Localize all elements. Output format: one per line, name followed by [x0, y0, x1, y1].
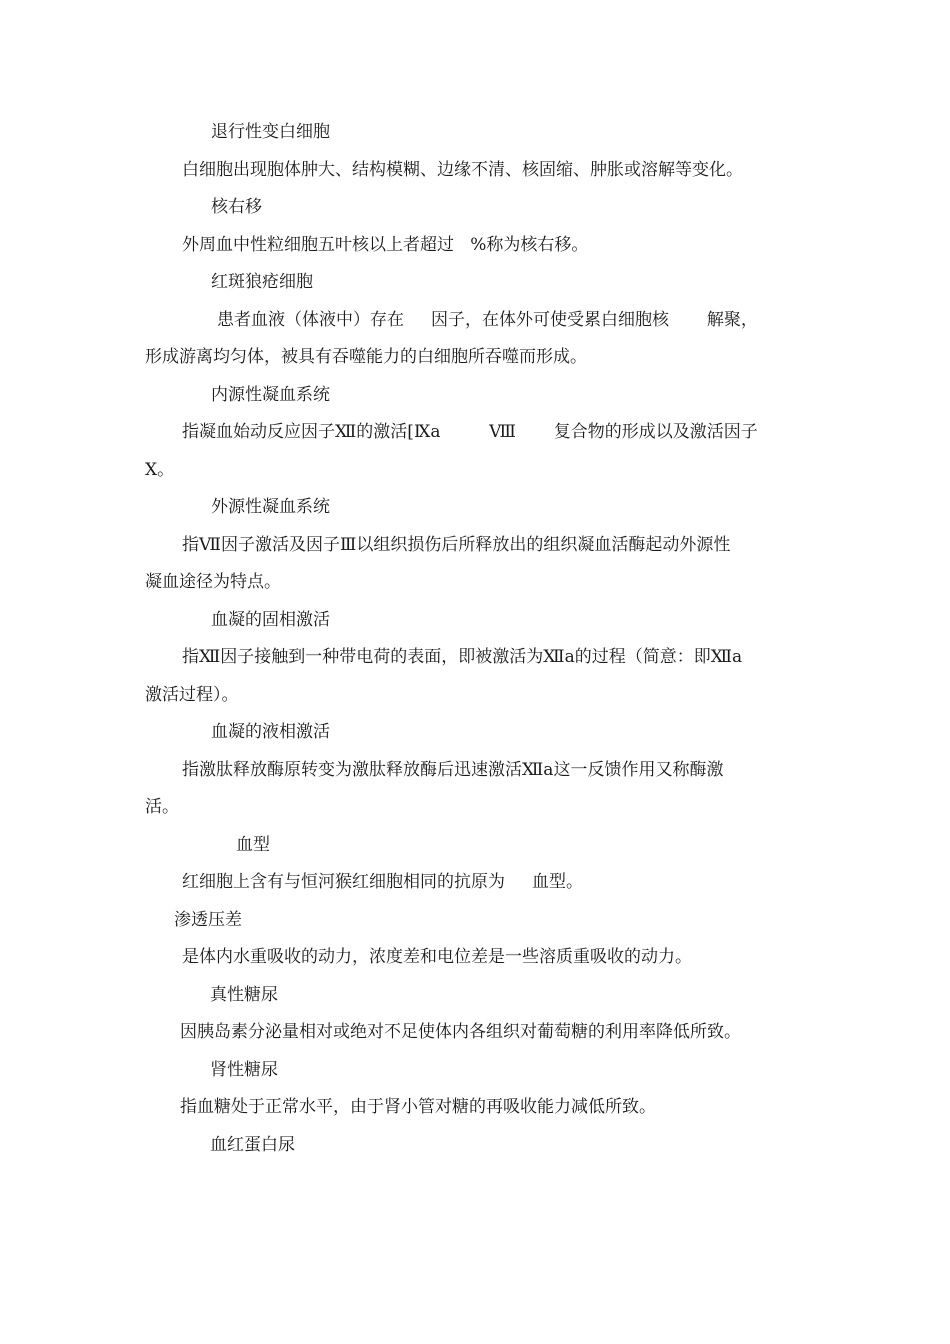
definition-text: 指凝血始动反应因子Ⅻ的激活[Ⅸa Ⅷ 复合物的形成以及激活因子	[182, 422, 758, 442]
definition-text: 指Ⅻ因子接触到一种带电荷的表面，即被激活为Ⅻa的过程（简意：即Ⅻa	[182, 647, 743, 667]
definition-text: 外周血中性粒细胞五叶核以上者超过 %称为核右移。	[182, 235, 589, 255]
heading-liquid-phase-activation: 血凝的液相激活	[211, 722, 330, 742]
definition-text-continued: 激活过程）。	[145, 685, 239, 705]
definition-text: 指血糖处于正常水平，由于肾小管对糖的再吸收能力减低所致。	[180, 1097, 656, 1117]
definition-text: 患者血液（体液中）存在 因子，在体外可使受累白细胞核 解聚，	[217, 310, 758, 330]
heading-renal-glycosuria: 肾性糖尿	[210, 1060, 278, 1080]
heading-true-glycosuria: 真性糖尿	[210, 985, 278, 1005]
definition-text: 红细胞上含有与恒河猴红细胞相同的抗原为 血型。	[182, 872, 584, 892]
definition-text: 因胰岛素分泌量相对或绝对不足使体内各组织对葡萄糖的利用率降低所致。	[180, 1022, 741, 1042]
definition-text-continued: Ⅹ。	[145, 460, 175, 480]
definition-text: 指Ⅶ因子激活及因子Ⅲ以组织损伤后所释放出的组织凝血活酶起动外源性	[182, 535, 731, 555]
definition-text: 是体内水重吸收的动力，浓度差和电位差是一些溶质重吸收的动力。	[182, 947, 692, 967]
heading-solid-phase-activation: 血凝的固相激活	[211, 610, 330, 630]
heading-le-cell: 红斑狼疮细胞	[211, 272, 313, 292]
heading-hemoglobinuria: 血红蛋白尿	[210, 1135, 295, 1155]
definition-text-continued: 形成游离均匀体，被具有吞噬能力的白细胞所吞噬而形成。	[145, 347, 587, 367]
definition-text-continued: 凝血途径为特点。	[145, 572, 281, 592]
definition-text-continued: 活。	[145, 797, 179, 817]
heading-right-shift: 核右移	[211, 197, 262, 217]
definition-text: 白细胞出现胞体肿大、结构模糊、边缘不清、核固缩、肿胀或溶解等变化。	[182, 160, 743, 180]
heading-degenerative-leukocyte: 退行性变白细胞	[211, 122, 330, 142]
heading-intrinsic-coagulation: 内源性凝血系统	[211, 385, 330, 405]
heading-osmotic-pressure: 渗透压差	[174, 910, 242, 930]
definition-text: 指激肽释放酶原转变为激肽释放酶后迅速激活Ⅻa这一反馈作用又称酶激	[182, 760, 724, 780]
heading-extrinsic-coagulation: 外源性凝血系统	[211, 497, 330, 517]
heading-blood-type: 血型	[236, 835, 270, 855]
